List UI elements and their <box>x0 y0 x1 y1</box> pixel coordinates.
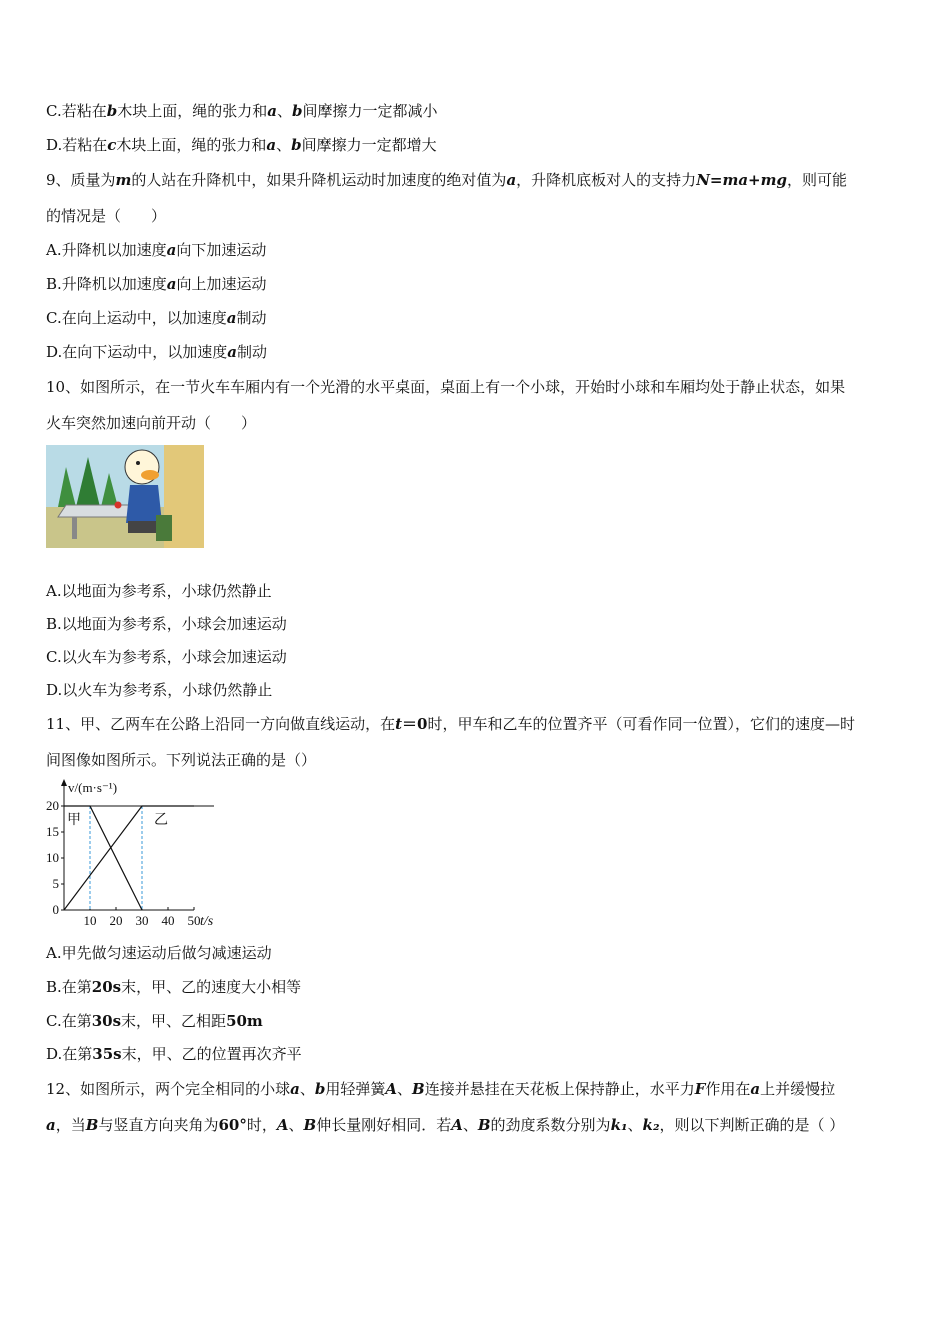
q9-option-a: A.升降机以加速度a向下加速运动 <box>46 241 267 259</box>
q11-option-c: C.在第30s末，甲、乙相距50m <box>46 1012 263 1030</box>
q11-stem-line2: 间图像如图所示。下列说法正确的是（） <box>46 751 317 769</box>
q11-option-b: B.在第20s末，甲、乙的速度大小相等 <box>46 978 302 996</box>
q8-option-c: C.若粘在b木块上面，绳的张力和a、b间摩擦力一定都减小 <box>46 102 438 120</box>
velocity-time-graph <box>44 776 234 936</box>
q10-option-d: D.以火车为参考系，小球仍然静止 <box>46 681 273 699</box>
q10-option-c: C.以火车为参考系，小球会加速运动 <box>46 648 287 666</box>
x-tick-label: 30 <box>135 913 149 928</box>
y-tick-label: 0 <box>52 902 59 917</box>
q9-stem-line1: 9、质量为m的人站在升降机中，如果升降机运动时加速度的绝对值为a，升降机底板对人的支持力N=ma+mg，则可能 <box>46 171 848 189</box>
y-tick-label: 20 <box>46 798 59 813</box>
y-tick-label: 15 <box>46 824 59 839</box>
y-tick-label: 5 <box>52 876 59 891</box>
q9-stem-line2: 的情况是（ ） <box>46 207 167 225</box>
q10-stem-line1: 10、如图所示，在一节火车车厢内有一个光滑的水平桌面，桌面上有一个小球，开始时小球和车厢均处于静止状态，如果 <box>46 378 846 396</box>
train-table-illustration <box>46 445 204 548</box>
series-line-1 <box>64 806 194 910</box>
q12-stem-line1: 12、如图所示，两个完全相同的小球a、b用轻弹簧A、B连接并悬挂在天花板上保持静止，水平力F作用在a上并缓慢拉 <box>46 1080 836 1098</box>
q11-stem-line1: 11、甲、乙两车在公路上沿同一方向做直线运动，在t＝0时，甲车和乙车的位置齐平（可看作同一位置），它们的速度—时 <box>46 715 855 733</box>
x-axis-label: t/s <box>200 914 214 929</box>
q8-option-d: D.若粘在c木块上面，绳的张力和a、b间摩擦力一定都增大 <box>46 136 437 154</box>
series-label-jia: 甲 <box>67 813 81 828</box>
series-label-yi: 乙 <box>154 813 168 828</box>
x-tick-label: 40 <box>161 913 175 928</box>
q11-option-d: D.在第35s末，甲、乙的位置再次齐平 <box>46 1045 302 1063</box>
q10-stem-line2: 火车突然加速向前开动（ ） <box>46 414 257 432</box>
x-tick-label: 50 <box>187 913 201 928</box>
q12-stem-line2: a，当B与竖直方向夹角为60°时，A、B伸长量刚好相同．若A、B的劲度系数分别为k₁、k₂，则以下判断正确的是（ ） <box>46 1116 845 1134</box>
y-tick-label: 10 <box>46 850 59 865</box>
y-axis-label: v/(m·s⁻¹) <box>68 780 118 795</box>
y-axis-arrow <box>61 779 67 786</box>
q9-option-d: D.在向下运动中，以加速度a制动 <box>46 343 268 361</box>
q11-option-a: A.甲先做匀速运动后做匀减速运动 <box>46 944 272 962</box>
x-tick-label: 10 <box>83 913 97 928</box>
q9-option-c: C.在向上运动中，以加速度a制动 <box>46 309 267 327</box>
q10-option-a: A.以地面为参考系，小球仍然静止 <box>46 582 272 600</box>
x-tick-label: 20 <box>109 913 123 928</box>
q9-option-b: B.升降机以加速度a向上加速运动 <box>46 275 267 293</box>
q10-option-b: B.以地面为参考系，小球会加速运动 <box>46 615 287 633</box>
